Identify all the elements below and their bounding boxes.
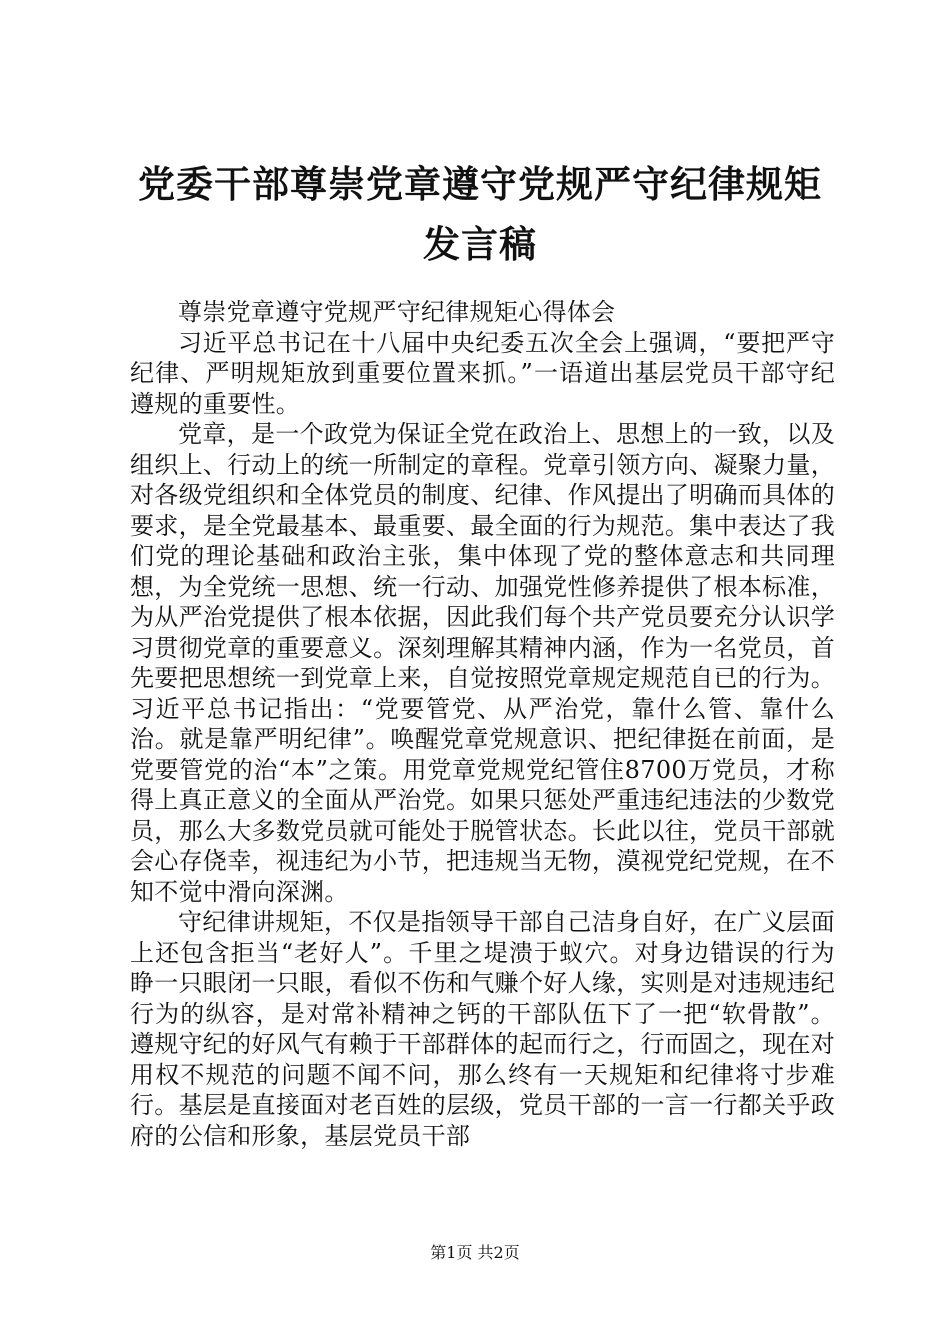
body-paragraph: 习近平总书记在十八届中央纪委五次全会上强调，“要把严守纪律、严明规矩放到重要位置来抓。”一语道出基层党员干部守纪遵规的重要性。 (130, 328, 835, 418)
page-footer: 第1页 共2页 (430, 1243, 520, 1262)
body-paragraph: 守纪律讲规矩，不仅是指领导干部自己洁身自好，在广义层面上还包含拒当“老好人”。千里之堤溃于蚁穴。对身边错误的行为睁一只眼闭一只眼，看似不伤和气赚个好人缘，实则是对违规违纪行为的纵容，是对常补精神之钙的干部队伍下了一把“软骨散”。遵规守纪的好风气有赖于干部群体的起而行之，行而固之，现在对用权不规范的问题不闻不问，那么终有一天规矩和纪律将寸步难行。基层是直接面对老百姓的层级，党员干部的一言一行都关乎政府的公信和形象，基层党员干部 (130, 908, 835, 1150)
subtitle-paragraph: 尊崇党章遵守党规严守纪律规矩心得体会 (178, 298, 616, 326)
document-body (130, 297, 835, 1151)
document-title: 党委干部尊崇党章遵守党规严守纪律规矩发言稿 (138, 163, 822, 266)
body-paragraph: 党章，是一个政党为保证全党在政治上、思想上的一致，以及组织上、行动上的统一所制定的章程。党章引领方向、凝聚力量，对各级党组织和全体党员的制度、纪律、作风提出了明确而具体的要求，是全党最基本、最重要、最全面的行为规范。集中表达了我们党的理论基础和政治主张，集中体现了党的整体意志和共同理想，为全党统一思想、统一行动、加强党性修养提供了根本标准，为从严治党提供了根本依据，因此我们每个共产党员要充分认识学习贯彻党章的重要意义。深刻理解其精神内涵，作为一名党员，首先要把思想统一到党章上来，自觉按照党章规定规范自已的行为。习近平总书记指出：“党要管党、从严治党，靠什么管、靠什么治。就是靠严明纪律”。唤醒党章党规意识、把纪律挺在前面，是党要管党的治“本”之策。用党章党规党纪管住8700万党员，才称得上真正意义的全面从严治党。如果只惩处严重违纪违法的少数党员，那么大多数党员就可能处于脱管状态。长此以往，党员干部就会心存侥幸，视违纪为小节，把违规当无物，漠视党纪党规，在不知不觉中滑向深渊。 (130, 420, 835, 906)
